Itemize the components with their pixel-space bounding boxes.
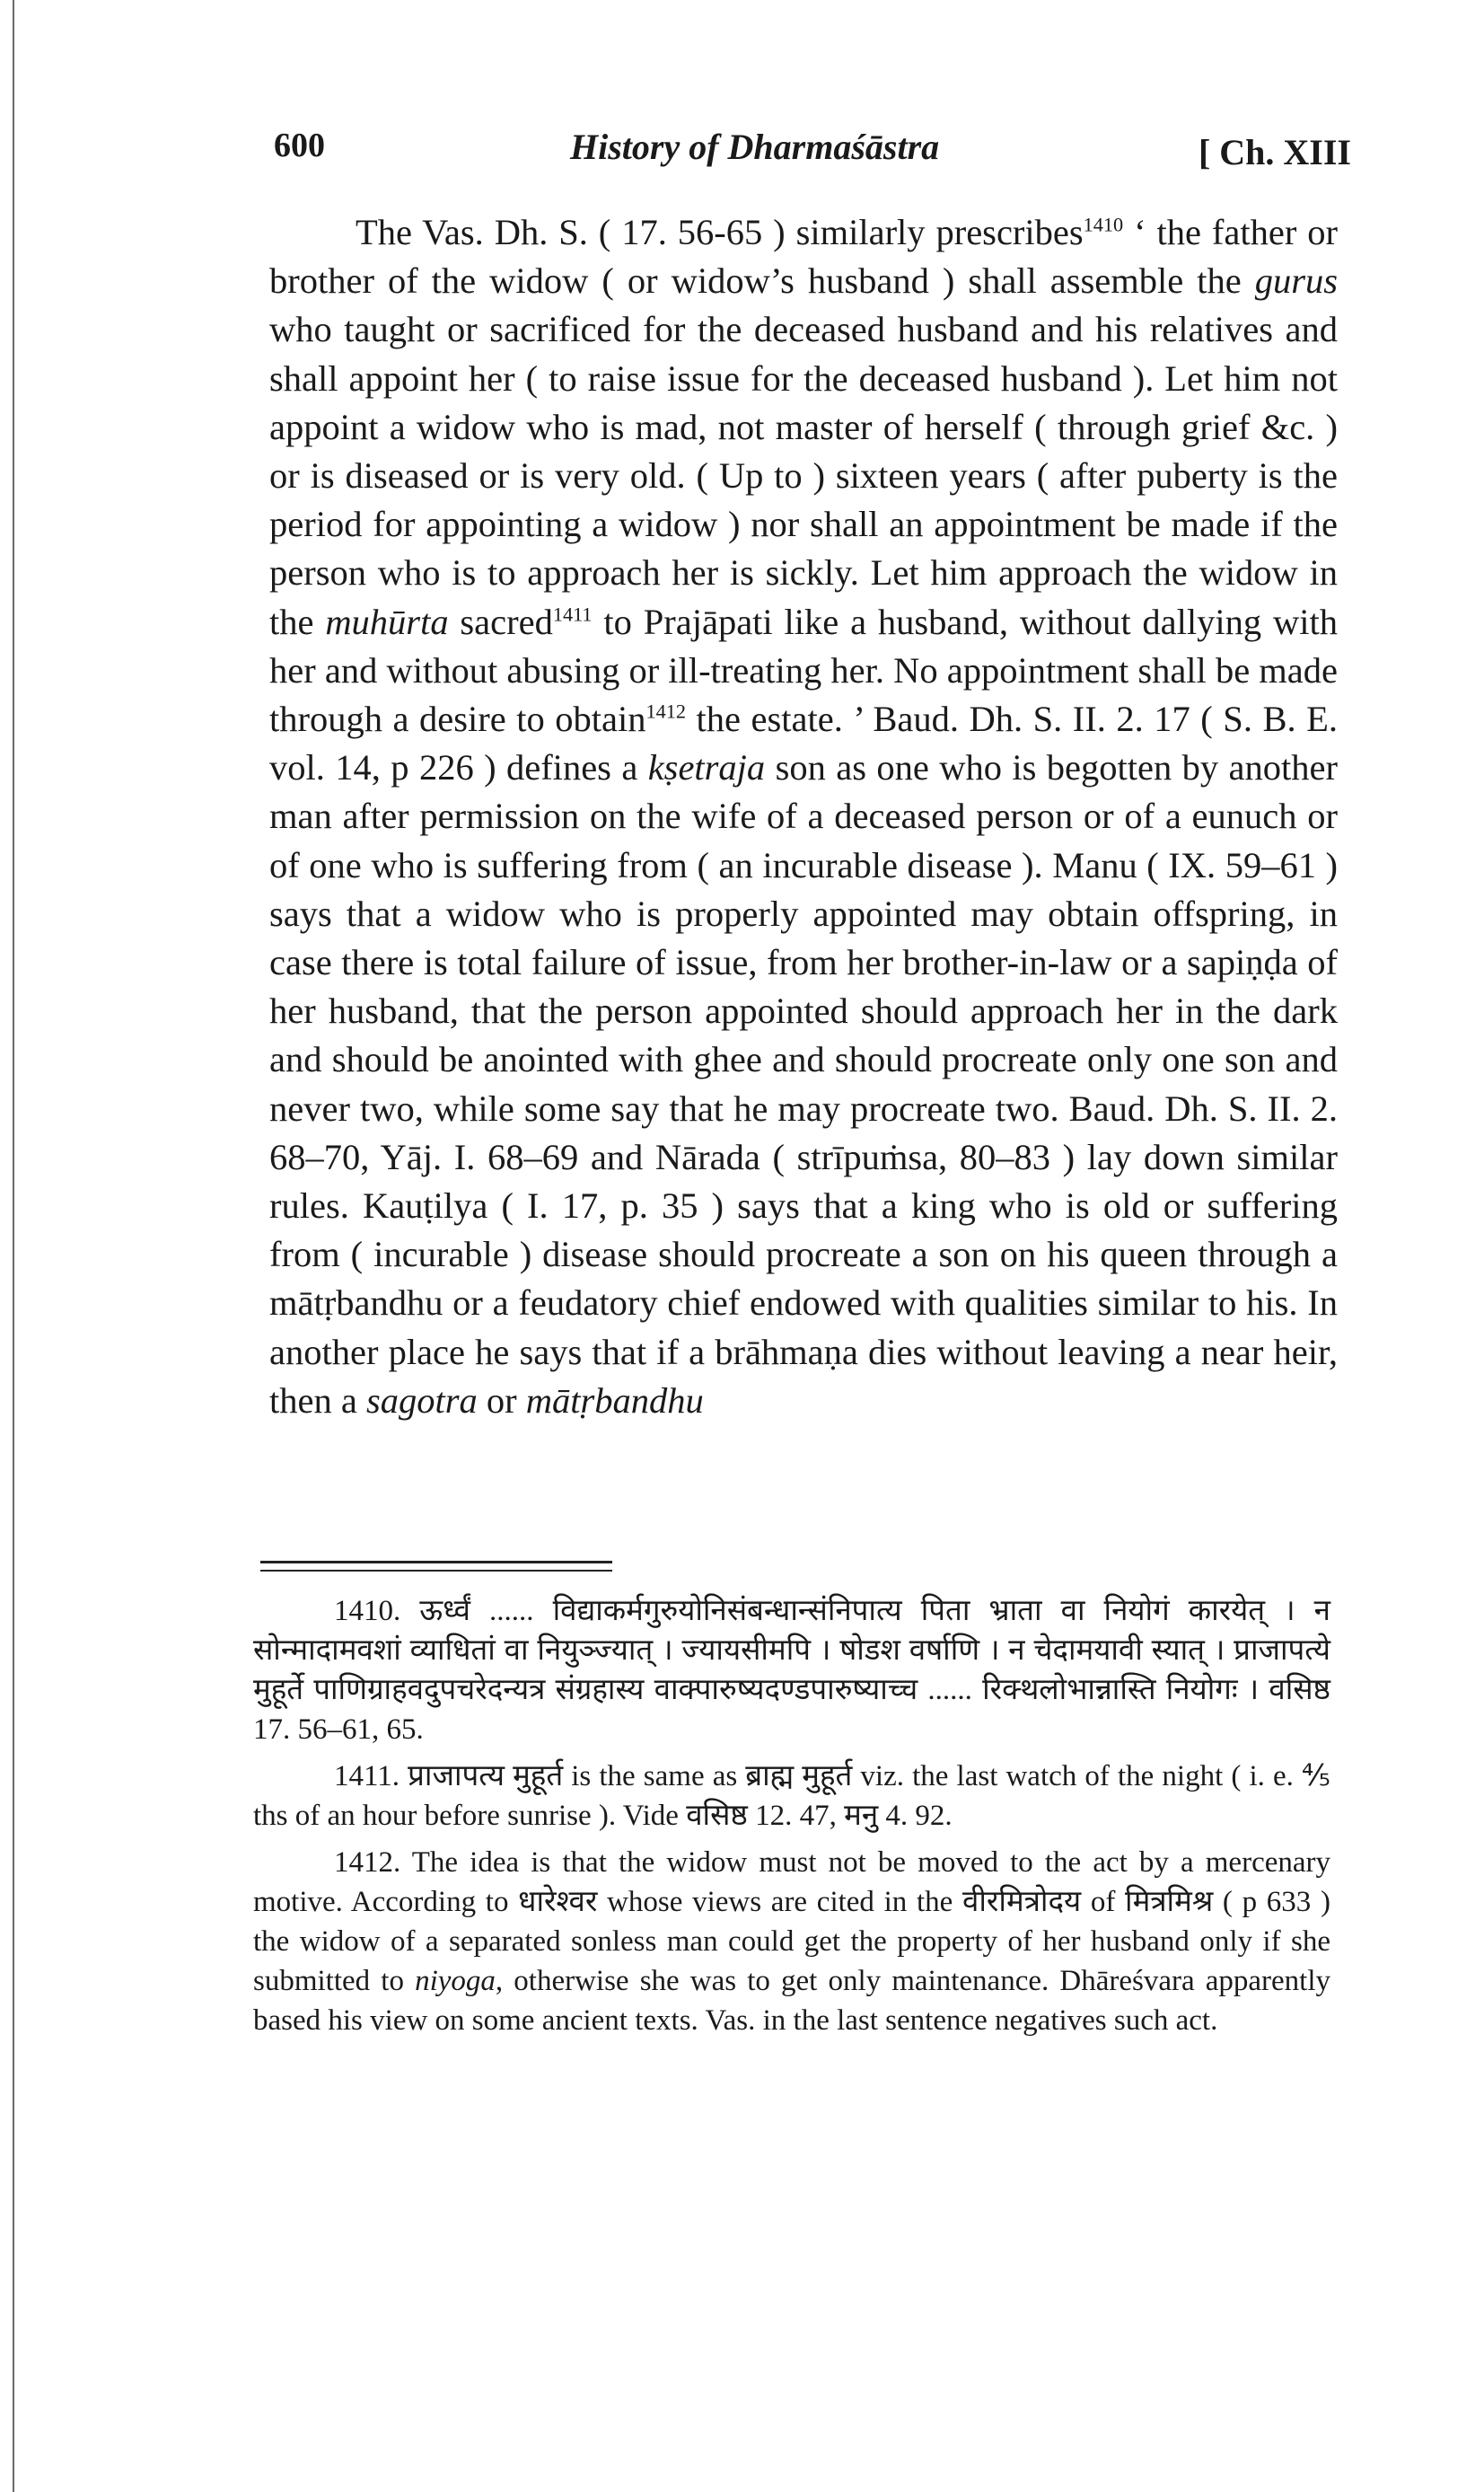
footnote-text: प्राजापत्य मुहूर्त is the same as ब्राह्म मुहूर्त viz. the last watch of the night ( i. e. — [400, 1760, 1302, 1792]
footnote-text: ths of an hour before sunrise ). Vide वसिष्ठ 12. 47, मनु 4. 92. — [253, 1800, 953, 1832]
footnote-1412 — [253, 1843, 1330, 2040]
footnote-1410 — [253, 1591, 1330, 1749]
running-head — [274, 126, 1351, 180]
text-run: sacred — [448, 601, 553, 642]
italic-term: kṣetraja — [647, 747, 766, 788]
running-title: History of Dharmaśāstra — [570, 127, 940, 167]
footnote-1411 — [253, 1757, 1330, 1836]
footnote-text: , otherwise she was to get only maintenance. Dhāreśvara apparently based his view on some ancient texts. Vas. in the last sentence negatives such act. — [253, 1965, 1330, 2037]
footnote-number: 1411. — [334, 1760, 400, 1792]
footnote-number: 1412. — [334, 1846, 401, 1879]
footnote-ref-1410: 1410 — [1083, 213, 1124, 236]
italic-term: gurus — [1254, 260, 1338, 302]
text-run: son as one who is begotten by another man after permission on the wife of a deceased person or of a eunuch or of one who is suffering from ( an incurable disease ). Manu ( IX. 59–61 ) says that a widow who is properly appointed may obtain offspring, in case there is total failure of issue, from her brother-in-law or a sapiṇḍa of her husband, that the person appointed should approach her in the dark and should be anointed with ghee and should procreate only one son and never two, while some say that he may procreate two. Baud. Dh. S. II. 2. 68–70, Yāj. I. 68–69 and Nārada ( strīpuṁsa, 80–83 ) lay down similar rules. Kauṭilya ( I. 17, p. 35 ) says that a king who is old or suffering from ( incurable ) disease should procreate a son on his queen through a mātṛbandhu or a feudatory chief endowed with qualities similar to his. In another place he says that if a brāhmaṇa dies without leaving a near heir, then a — [269, 747, 1338, 1421]
italic-term: sagotra — [365, 1379, 478, 1421]
footnote-divider — [260, 1561, 612, 1563]
footnote-number: 1410. — [334, 1595, 401, 1627]
text-run: who taught or sacrificed for the deceased husband and his relatives and shall appoint her ( to raise issue for the deceased husband ). Let him not appoint a widow who is mad, not master of herself ( through grief &c. ) or is diseased or is very old. ( Up to ) sixteen years ( after puberty is the period for appointing a widow ) nor shall an appointment be made if the person who is to approach her is sickly. Let him approach the widow in the — [269, 309, 1338, 642]
footnotes — [253, 1591, 1330, 2047]
footnote-text: ऊर्ध्वं ...... विद्याकर्मगुरुयोनिसंबन्धान्संनिपात्य पिता भ्राता वा नियोगं कारयेत् । न सोन्मादामवशां व्याधितां वा नियुञ्ज्यात् । ज्यायसीमपि । षोडश वर्षाणि । न चेदामयावी स्यात् । प्राजापत्ये मुहूर्ते पाणिग्राहवदुपचरेदन्यत्र संग्रहास्य वाक्पारुष्यदण्डपारुष्याच्च ...... रिक्थलोभान्नास्ति नियोगः । वसिष्ठ 17. 56–61, 65. — [253, 1595, 1330, 1746]
chapter-reference: [ Ch. XIII — [1198, 132, 1351, 172]
fraction: ⅘ — [1302, 1760, 1330, 1792]
text-run: the estate. ’ Baud. Dh. S. II. 2. 17 ( S. B. E. vol. 14, p 226 ) defines a — [269, 699, 1338, 788]
binding-edge — [13, 0, 14, 2492]
italic-term: mātṛbandhu — [525, 1379, 704, 1421]
footnote-text: The idea is that the widow must not be moved to the act by a mercenary motive. According to धारेश्वर whose views are cited in the वीरमित्रोदय of मित्रमिश्र ( p 633 ) the widow of a separated sonless man could get the property of her husband only if she submitted to — [253, 1846, 1330, 1997]
body-paragraph — [269, 208, 1338, 1425]
italic-term: muhūrta — [325, 601, 449, 642]
main-text — [269, 208, 1338, 1425]
footnote-divider — [260, 1570, 612, 1572]
text-run: ‘ the father or brother of the widow ( or widow’s husband ) shall assemble the — [269, 212, 1338, 302]
text-run: to Prajāpati like a husband, without dallying with her and without abusing or ill-treating her. No appointment shall be made through a desire to obtain — [269, 601, 1338, 740]
footnote-ref-1412: 1412 — [645, 700, 686, 723]
text-run: or — [477, 1379, 526, 1421]
footnote-ref-1411: 1411 — [552, 603, 593, 626]
italic-term: niyoga — [415, 1965, 496, 1997]
page-number: 600 — [274, 127, 325, 164]
text-run: The Vas. Dh. S. ( 17. 56-65 ) similarly prescribes — [356, 212, 1084, 252]
